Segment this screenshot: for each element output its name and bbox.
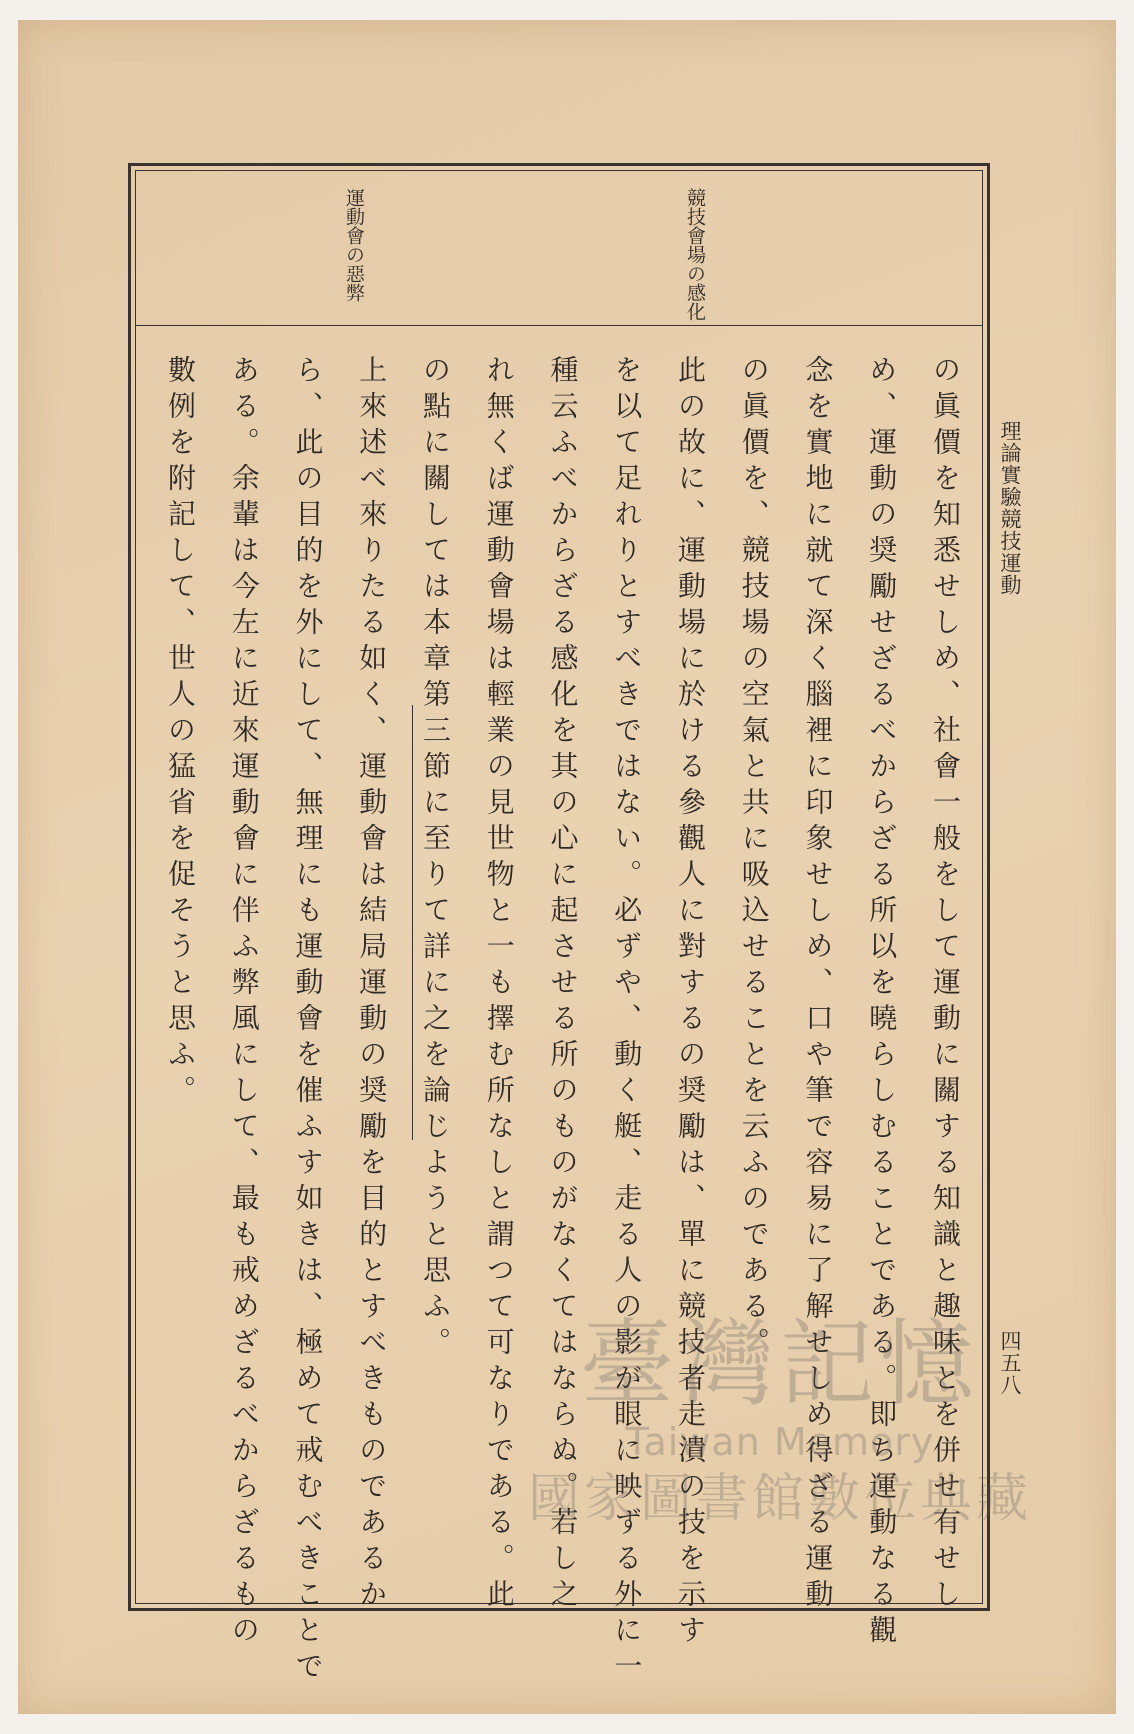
text-column: ある。余輩は今左に近來運動會に伴ふ弊風にして、最も戒めざるべからざるもの — [227, 355, 261, 1651]
text-column: を以て足れりとすべきではない。必ずや、動く艇、走る人の影が眼に映ずる外に一 — [610, 355, 644, 1687]
text-column: の眞價を、競技場の空氣と共に吸込せることを云ふのである。 — [737, 355, 771, 1363]
section-divider — [412, 705, 413, 1140]
watermark-english: Taiwan Memory — [625, 1420, 935, 1464]
text-column: ら、此の目的を外にして、無理にも運動會を催ふす如きは、極めて戒むべきことで — [291, 355, 325, 1687]
watermark-chinese: 國家圖書館數位典藏 — [527, 1469, 1032, 1529]
text-column: 數例を附記して、世人の猛省を促そうと思ふ。 — [164, 355, 197, 1111]
text-column: れ無くば運動會場は輕業の見世物と一も擇む所なしと謂つて可なりである。此 — [482, 355, 516, 1615]
text-column: 此の故に、運動場に於ける參觀人に對するの奨勵は、單に競技者走潰の技を示す — [674, 355, 707, 1651]
text-column: 種云ふべからざる感化を其の心に起させる所のものがなくてはならぬ。若し之 — [546, 355, 580, 1615]
text-column: 念を實地に就て深く腦裡に印象せしめ、口や筆で容易に了解せしめ得ざる運動 — [801, 355, 835, 1615]
running-header: 理論實驗競技運動 — [998, 420, 1022, 596]
text-column: の點に關しては本章第三節に至りて詳に之を論じようと思ふ。 — [419, 355, 452, 1363]
marginal-note: 運動會の惡弊 — [343, 188, 365, 302]
page-number: 四五八 — [998, 1330, 1022, 1396]
marginal-divider — [135, 325, 983, 326]
text-column: 上來述べ來りたる如く、運動會は結局運動の奨勵を目的とすべきものであるか — [355, 355, 389, 1615]
library-watermark — [500, 1310, 1060, 1590]
text-column: め、運動の奨勵せざるべからざる所以を曉らしむることである。即ち運動なる觀 — [865, 355, 899, 1651]
watermark-script: 臺灣記憶 — [579, 1310, 980, 1419]
text-column: の眞價を知悉せしめ、社會一般をして運動に關する知識と趣味とを併せ有せし — [929, 355, 962, 1615]
marginal-note: 競技會場の感化 — [684, 188, 706, 321]
